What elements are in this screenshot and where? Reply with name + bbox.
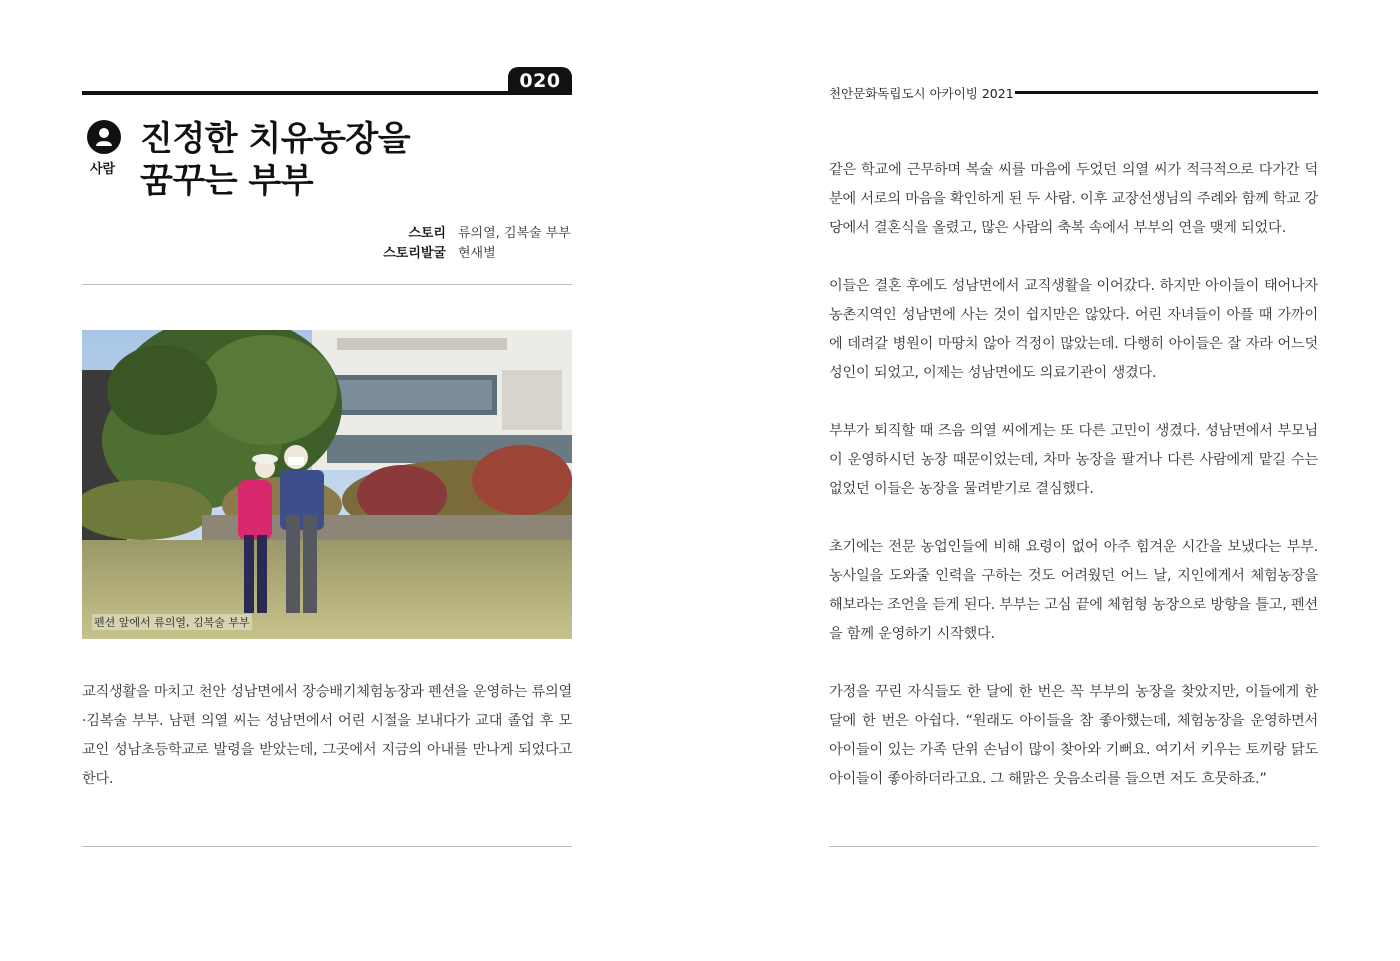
body-paragraph: 부부가 퇴직할 때 즈음 의열 씨에게는 또 다른 고민이 생겼다. 성남면에서 부모님이 운영하시던 농장 때문이었는데, 차마 농장을 팔거나 다른 사람에게 맡길 수는 없었던 이들은 농장을 물려받기로 결심했다.	[829, 423, 1318, 497]
body-paragraph: 초기에는 전문 농업인들에 비해 요령이 없어 아주 힘겨운 시간을 보냈다는 부부. 농사일을 도와줄 인력을 구하는 것도 어려웠던 어느 날, 지인에게서 체험농장을 해보라는 조언을 듣게 된다. 부부는 고심 끝에 체험형 농장으로 방향을 틀고, 펜션을 함께 운영하기 시작했다.	[829, 539, 1318, 642]
title-line-1: 진정한 치유농장을	[140, 119, 411, 159]
credit-value: 류의열, 김복술 부부	[458, 226, 571, 241]
body-column	[829, 156, 1318, 823]
archive-title: 천안문화독립도시 아카이빙 2021	[829, 86, 1014, 101]
article-title	[140, 118, 410, 202]
category-label: 사람	[90, 162, 116, 177]
credit-row-discovery	[383, 244, 572, 264]
header-rule-right	[1015, 91, 1318, 94]
couple-photo	[82, 330, 572, 639]
credit-key: 스토리발굴	[383, 246, 446, 261]
page-number-badge: 020	[508, 67, 572, 95]
photo-caption: 펜션 앞에서 류의열, 김복술 부부	[94, 616, 250, 629]
body-paragraph: 가정을 꾸린 자식들도 한 달에 한 번은 꼭 부부의 농장을 찾았지만, 이들에게 한 달에 한 번은 아쉽다. “원래도 아이들을 참 좋아했는데, 체험농장을 운영하면서 아이들이 있는 가족 단위 손님이 많이 찾아와 기뻐요. 여기서 키우는 토끼랑 닭도 아이들이 좋아하더라고요. 그 해맑은 웃음소리를 들으면 저도 흐뭇하죠.”	[829, 684, 1318, 787]
person-icon	[87, 120, 121, 154]
divider	[82, 846, 572, 847]
title-line-2: 꿈꾸는 부부	[140, 161, 314, 201]
credits	[383, 224, 572, 264]
divider	[82, 284, 572, 285]
credit-key: 스토리	[408, 226, 446, 241]
divider	[829, 846, 1318, 847]
header-rule-left	[82, 91, 572, 95]
body-paragraph: 이들은 결혼 후에도 성남면에서 교직생활을 이어갔다. 하지만 아이들이 태어나자 농촌지역인 성남면에 사는 것이 쉽지만은 않았다. 어린 자녀들이 아플 때 가까이에 데려갈 병원이 마땅치 않아 걱정이 많았는데. 다행히 아이들은 잘 자라 어느덧 성인이 되었고, 이제는 성남면에도 의료기관이 생겼다.	[829, 278, 1318, 381]
credit-row-story	[383, 224, 572, 244]
body-paragraph: 같은 학교에 근무하며 복술 씨를 마음에 두었던 의열 씨가 적극적으로 다가간 덕분에 서로의 마음을 확인하게 된 두 사람. 이후 교장선생님의 주례와 함께 학교 강당에서 결혼식을 올렸고, 많은 사람의 축복 속에서 부부의 연을 맺게 되었다.	[829, 162, 1318, 236]
credit-value: 현새별	[458, 246, 496, 261]
intro-paragraph: 교직생활을 마치고 천안 성남면에서 장승배기체험농장과 펜션을 운영하는 류의열·김복술 부부. 남편 의열 씨는 성남면에서 어린 시절을 보내다가 교대 졸업 후 모교인 성남초등학교로 발령을 받았는데, 그곳에서 지금의 아내를 만나게 되었다고 한다.	[82, 684, 572, 787]
